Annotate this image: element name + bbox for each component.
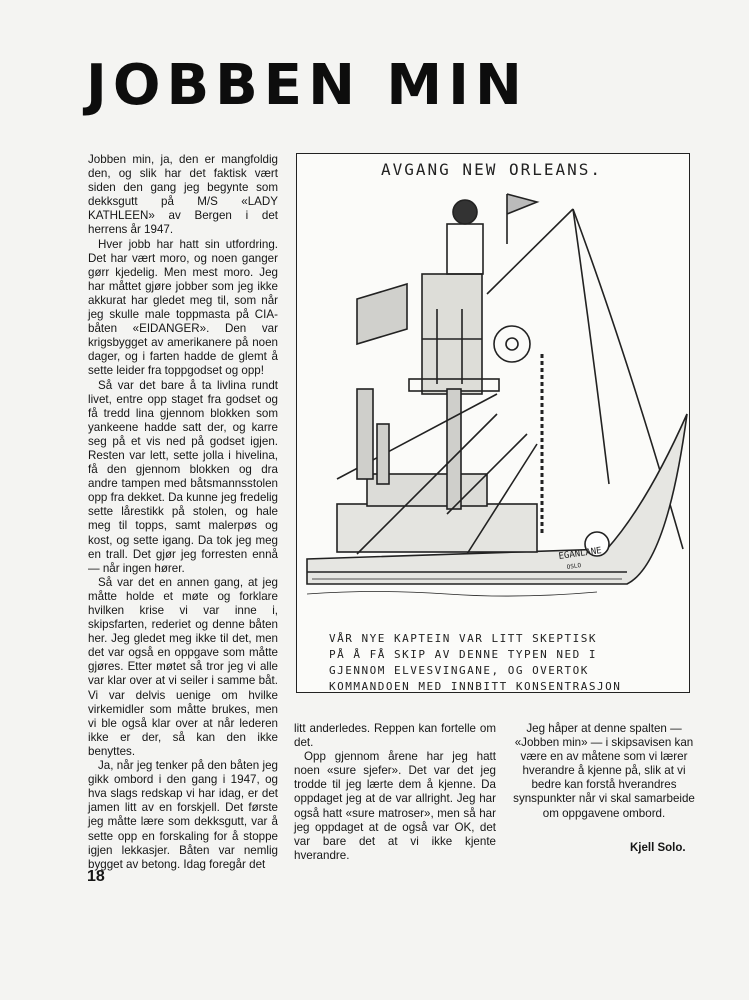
illustration-caption-line: PÅ Å FÅ SKIP AV DENNE TYPEN NED I bbox=[329, 648, 598, 661]
right-column bbox=[512, 722, 696, 821]
author-signature: Kjell Solo. bbox=[630, 842, 686, 854]
left-column bbox=[88, 153, 278, 872]
illustration-top-caption: AVGANG NEW ORLEANS. bbox=[381, 160, 603, 179]
lamp bbox=[453, 200, 477, 224]
ship-drawing bbox=[297, 154, 689, 624]
middle-column bbox=[294, 722, 496, 863]
ship-illustration bbox=[296, 153, 690, 693]
flag bbox=[507, 194, 537, 244]
paragraph: Jeg håper at denne spalten — «Jobben min» — i skipsavisen kan være en av måtene som vi lærer hverandre å kjenne på, slik at vi bedre kan forstå hverandres synspunkter når vi skal samarbeide om oppgavene ombord. bbox=[513, 722, 695, 820]
paragraph: Så var det bare å ta livlina rundt livet, entre opp staget fra godset og få tredd lina gjennom blokken som yankeene hadde satt der, og karre seg på et vis ned på godset igjen. Resten var lett, sette jolla i hivelina, få den gjennom blokken og dra andre tampen med båtsmannsstolen opp fra dekket. Da kunne jeg fredelig sette lårestikk på stolen, og hale meg til topps, samt malerpøs og kost, og sette igang. Da tok jeg meg en trall. Det gjør jeg forresten ennå — når ingen hører. bbox=[88, 378, 278, 575]
paragraph: Jobben min, ja, den er mangfoldig den, og slik har det faktisk vært siden den gang jeg begynte som dekksgutt på M/S «LADY KATHLEEN» av Bergen i det herrens år 1947. bbox=[88, 153, 278, 237]
paragraph: Så var det en annen gang, at jeg måtte holde et møte og forklare hvilken krise vi var inne i, skipsfarten, rederiet og denne båten her. Jeg gledet meg ikke til det, men det var også en oppgave som måtte gjøres. Etter møtet så tror jeg vi alle var klar over at vi seiler i samme båt. Vi var delvis uenige om hvilke virkemidler som måtte brukes, men vi ble også klar over at når lederen ikke er der, så kan den ikke benyttes. bbox=[88, 575, 278, 758]
illustration-caption-line: KOMMANDOEN MED INNBITT KONSENTRASJON bbox=[329, 680, 622, 693]
article-title: JOBBEN MIN bbox=[86, 53, 528, 118]
page-number: 18 bbox=[87, 868, 105, 885]
steering-wheel bbox=[494, 326, 530, 362]
banner bbox=[357, 284, 407, 344]
bridge-tower bbox=[422, 274, 482, 394]
mast bbox=[447, 389, 461, 509]
paragraph: litt anderledes. Reppen kan fortelle om det. bbox=[294, 722, 496, 750]
paragraph: Opp gjennom årene har jeg hatt noen «sure sjefer». Det var det jeg trodde til jeg lærte dem å kjenne. Da oppdaget jeg at de var allright. Jeg har også hatt «sure matroser», men så har jeg oppdaget at de også var OK, det var bare det at vi ikke kjente hverandre. bbox=[294, 750, 496, 862]
ship-port: OSLO bbox=[566, 562, 582, 571]
paragraph: Hver jobb har hatt sin utfordring. Det har vært moro, og noen ganger gørr kjedelig. Men mest moro. Jeg har måttet gjøre jobber som jeg ikke akkurat har gledet meg til, som når jeg skulle male toppmasta på CIA-båten «EIDANGER». Den var krigsbygget av amerikanere på noen dager, og i farten hadde de glemt å sette leider fra toppgodset og opp! bbox=[88, 237, 278, 378]
paragraph: Ja, når jeg tenker på den båten jeg gikk ombord i den gang i 1947, og hva slags redskap vi har idag, er det jamen litt av en forskjell. Det første jeg måtte lære som dekksgutt, var å sette opp en forskaling for å stoppe igjen lekkasjer. Båten var nemlig bygget av betong. Idag foregår det bbox=[88, 759, 278, 871]
ship-name: EGANLANE bbox=[558, 546, 603, 562]
funnel bbox=[357, 389, 373, 479]
illustration-caption-line: GJENNOM ELVESVINGANE, OG OVERTOK bbox=[329, 664, 589, 677]
illustration-caption-line: VÅR NYE KAPTEIN VAR LITT SKEPTISK bbox=[329, 632, 598, 645]
